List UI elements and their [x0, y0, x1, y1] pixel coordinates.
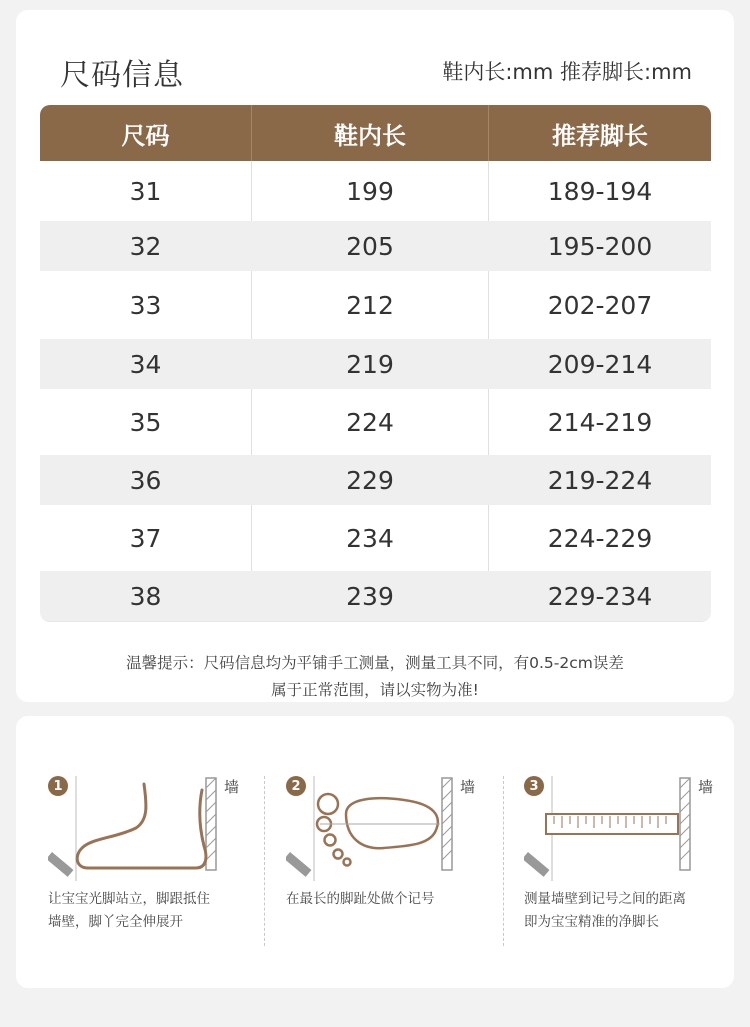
step-text-line-2: 墙壁，脚丫完全伸展开: [48, 914, 183, 930]
step-number-badge: 2: [286, 776, 306, 796]
cell-foot-length: 214-219: [547, 407, 653, 437]
step-number-badge: 1: [48, 776, 68, 796]
page-title: 尺码信息: [60, 58, 184, 93]
step-description: [286, 888, 486, 911]
size-table: [40, 105, 711, 622]
foot-side-icon: [48, 776, 248, 886]
footprint-icon: [286, 776, 486, 886]
wall-label: 墙: [224, 778, 240, 796]
column-header-insole-length: 鞋内长: [252, 105, 489, 161]
cell-foot-length: 224-229: [547, 523, 653, 553]
step-divider: [264, 776, 265, 946]
measure-step-1: [48, 776, 244, 946]
wall-label: 墙: [698, 778, 714, 796]
table-body: [40, 161, 711, 621]
measure-step-2: [286, 776, 482, 946]
cell-size: 33: [40, 271, 252, 339]
cell-size: 37: [40, 505, 252, 571]
table-row: [40, 455, 711, 505]
table-row: [40, 571, 711, 621]
cell-insole-length: 212: [252, 271, 489, 339]
cell-size: 36: [40, 455, 252, 505]
column-header-foot-length: 推荐脚长: [552, 121, 648, 150]
table-row: [40, 161, 711, 221]
cell-insole-length: 224: [252, 389, 489, 455]
cell-size: 31: [40, 161, 252, 221]
cell-insole-length: 219: [252, 339, 489, 389]
step-description: [524, 888, 724, 934]
cell-insole-length: 199: [252, 161, 489, 221]
step-divider: [503, 776, 504, 946]
table-row: [40, 271, 711, 339]
cell-size: 38: [40, 571, 252, 621]
size-info-card: [16, 10, 734, 702]
table-row: [40, 339, 711, 389]
cell-insole-length: 234: [252, 505, 489, 571]
cell-size: 32: [40, 221, 252, 271]
notice-line-2: 属于正常范围，请以实物为准!: [271, 681, 479, 699]
cell-size: 34: [40, 339, 252, 389]
cell-foot-length: 229-234: [547, 581, 653, 611]
table-header: [40, 105, 711, 161]
measure-step-3: [524, 776, 720, 946]
step-text-line-1: 测量墙壁到记号之间的距离: [524, 891, 686, 907]
step-description: [48, 888, 248, 934]
cell-foot-length: 209-214: [547, 349, 653, 379]
cell-insole-length: 205: [252, 221, 489, 271]
measure-guide-card: [16, 716, 734, 988]
cell-foot-length: 202-207: [547, 290, 653, 320]
cell-size: 35: [40, 389, 252, 455]
step-text-line-2: 即为宝宝精准的净脚长: [524, 914, 659, 930]
step-text-line-1: 让宝宝光脚站立，脚跟抵住: [48, 891, 210, 907]
cell-insole-length: 239: [252, 571, 489, 621]
cell-foot-length: 195-200: [547, 231, 653, 261]
table-row: [40, 221, 711, 271]
ruler-icon: [524, 776, 724, 886]
step-text-line-1: 在最长的脚趾处做个记号: [286, 891, 435, 907]
table-row: [40, 389, 711, 455]
cell-insole-length: 229: [252, 455, 489, 505]
cell-foot-length: 189-194: [547, 176, 653, 206]
notice-line-1: 温馨提示：尺码信息均为平铺手工测量，测量工具不同，有0.5-2cm误差: [126, 654, 624, 672]
column-header-size: 尺码: [40, 105, 252, 161]
units-note: 鞋内长:mm 推荐脚长:mm: [442, 60, 692, 84]
wall-label: 墙: [460, 778, 476, 796]
step-number-badge: 3: [524, 776, 544, 796]
measurement-notice: [16, 650, 734, 704]
table-row: [40, 505, 711, 571]
cell-foot-length: 219-224: [547, 465, 653, 495]
